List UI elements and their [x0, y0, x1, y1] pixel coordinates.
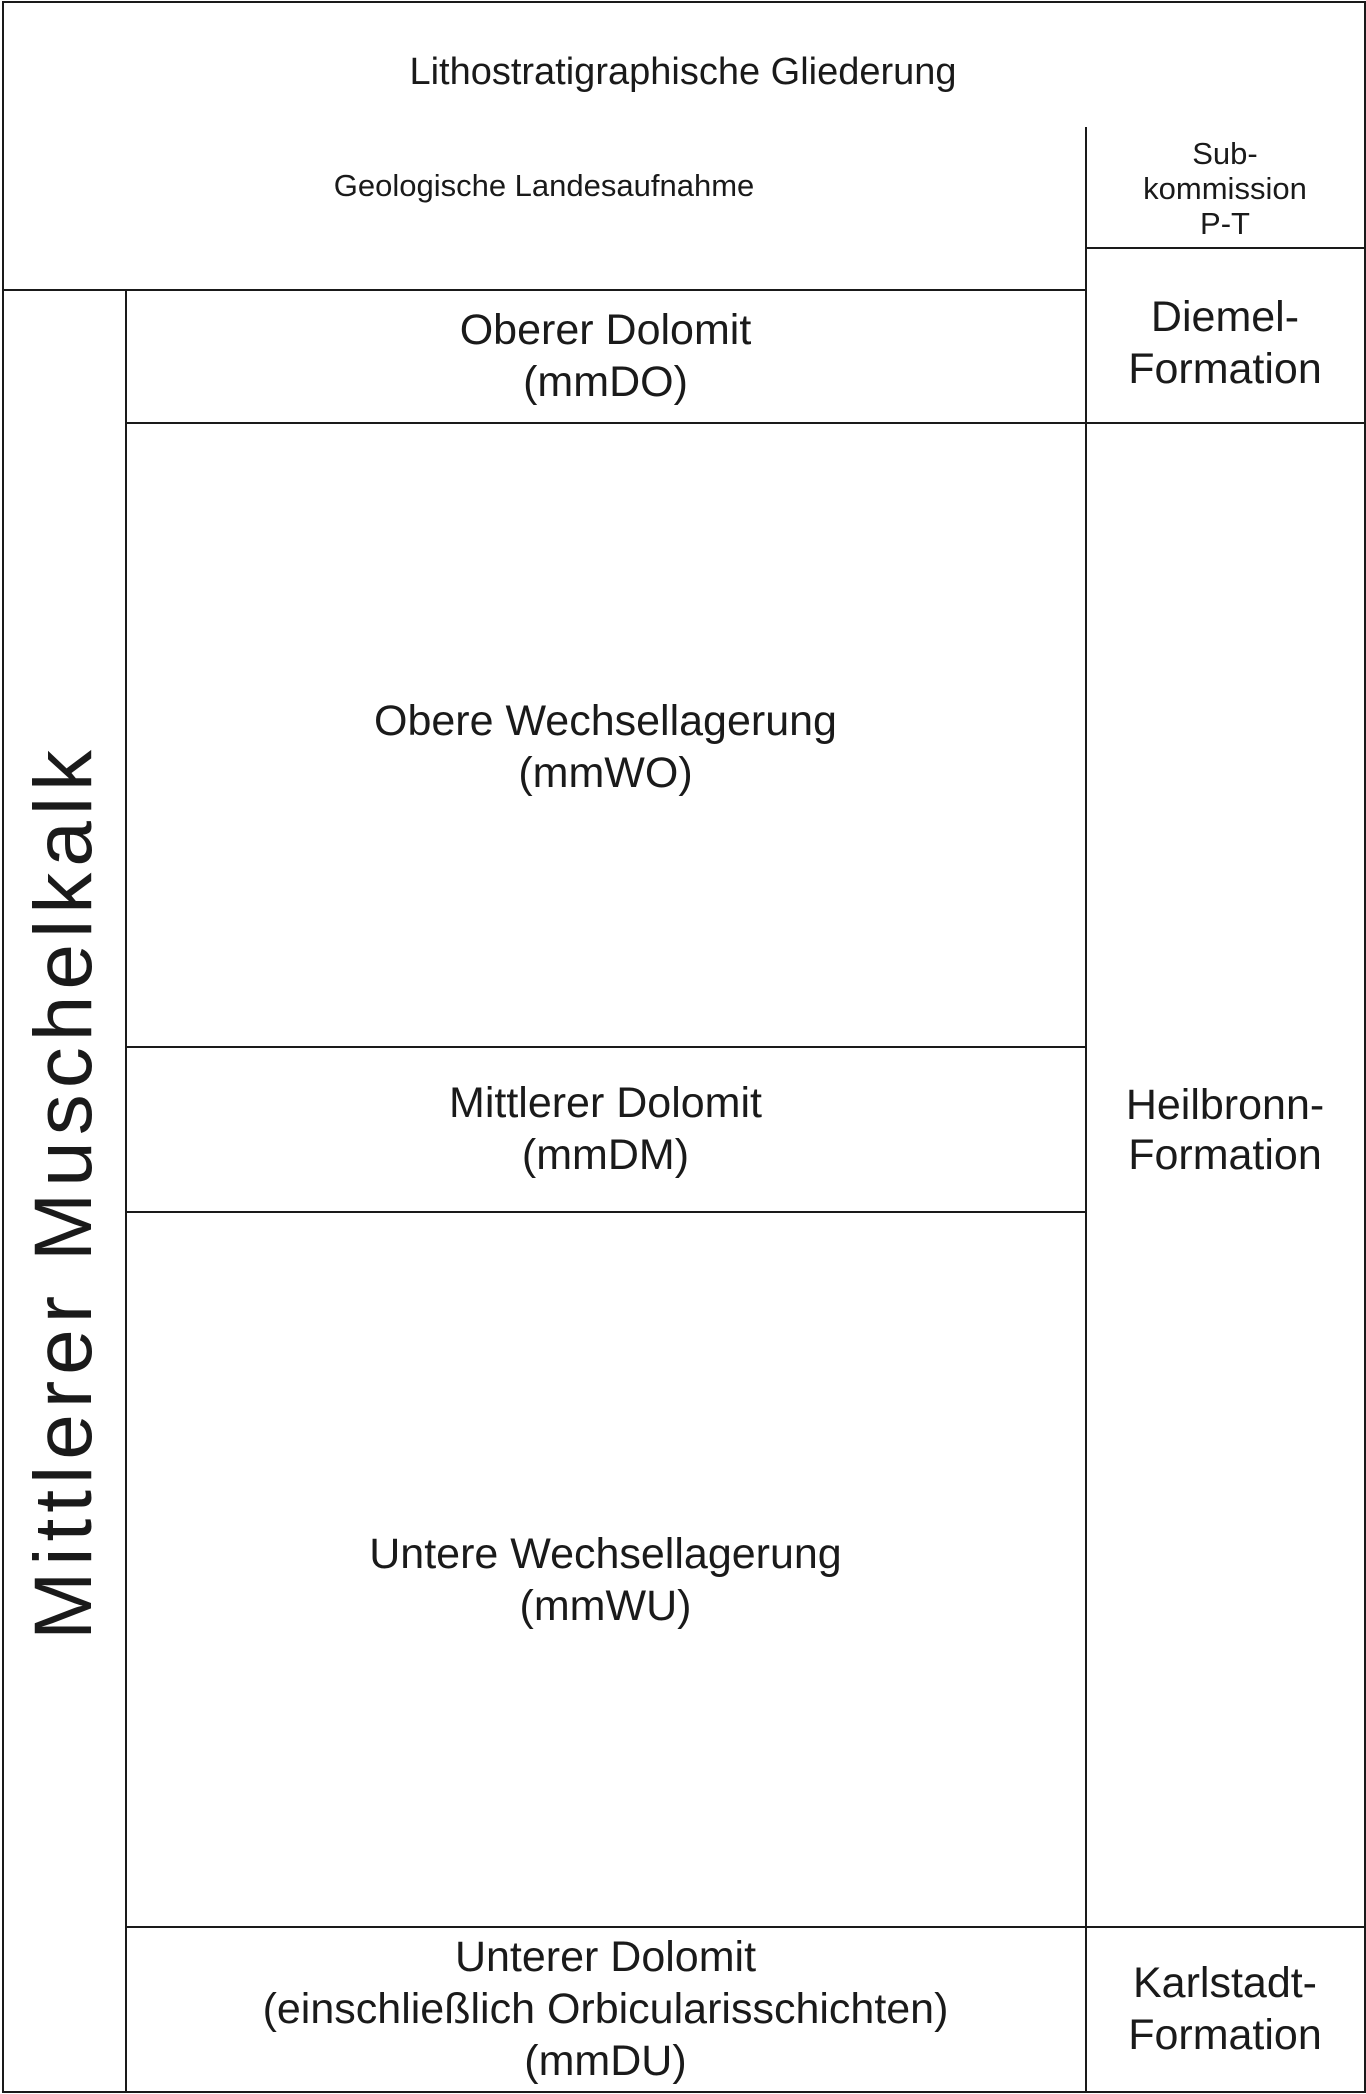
group-label-text: Mittlerer Muschelkalk	[18, 743, 110, 1641]
unit-name: Untere Wechsellagerung	[369, 1530, 842, 1578]
column-header-subkommission-line2: kommission	[1143, 170, 1307, 206]
unit-name: Mittlerer Dolomit	[449, 1079, 762, 1127]
unit-unterer-dolomit	[127, 1928, 1084, 2090]
group-label-mittlerer-muschelkalk	[4, 292, 124, 2092]
column-header-landesaufnahme	[4, 150, 1084, 220]
unit-code: (mmWU)	[519, 1582, 692, 1630]
unit-oberer-dolomit	[127, 291, 1084, 421]
unit-code: (mmDU)	[524, 2037, 687, 2085]
formation-name-line2: Formation	[1128, 345, 1322, 393]
formation-name-line1: Heilbronn-	[1125, 1081, 1325, 1129]
unit-mittlerer-dolomit	[127, 1048, 1084, 1210]
diagram-title-text: Lithostratigraphische Gliederung	[409, 51, 957, 93]
column-header-subkommission	[1087, 130, 1363, 246]
unit-code: (mmWO)	[518, 749, 693, 797]
formation-name-line2: Formation	[1128, 1131, 1322, 1179]
unit-obere-wechsellagerung	[127, 424, 1084, 1074]
unit-name: Oberer Dolomit	[459, 306, 752, 354]
column-header-landesaufnahme-text: Geologische Landesaufnahme	[333, 167, 755, 203]
diagram-title	[4, 40, 1362, 104]
formation-karlstadt	[1087, 1928, 1363, 2090]
unit-name: Obere Wechsellagerung	[374, 697, 837, 745]
formation-name-line1: Karlstadt-	[1132, 1959, 1317, 2007]
unit-code: (mmDO)	[523, 358, 688, 406]
column-header-subkommission-line3: P-T	[1200, 205, 1250, 241]
unit-code: (mmDM)	[521, 1131, 690, 1179]
column-header-subkommission-line1: Sub-	[1192, 135, 1258, 171]
unit-untere-wechsellagerung	[127, 1213, 1084, 1925]
unit-detail: (einschließlich Orbicularisschichten)	[262, 1985, 949, 2033]
unit-name: Unterer Dolomit	[454, 1933, 757, 1981]
formation-diemel	[1087, 249, 1363, 421]
formation-name-line1: Diemel-	[1150, 293, 1300, 341]
formation-name-line2: Formation	[1128, 2011, 1322, 2059]
formation-heilbronn	[1087, 424, 1363, 1925]
